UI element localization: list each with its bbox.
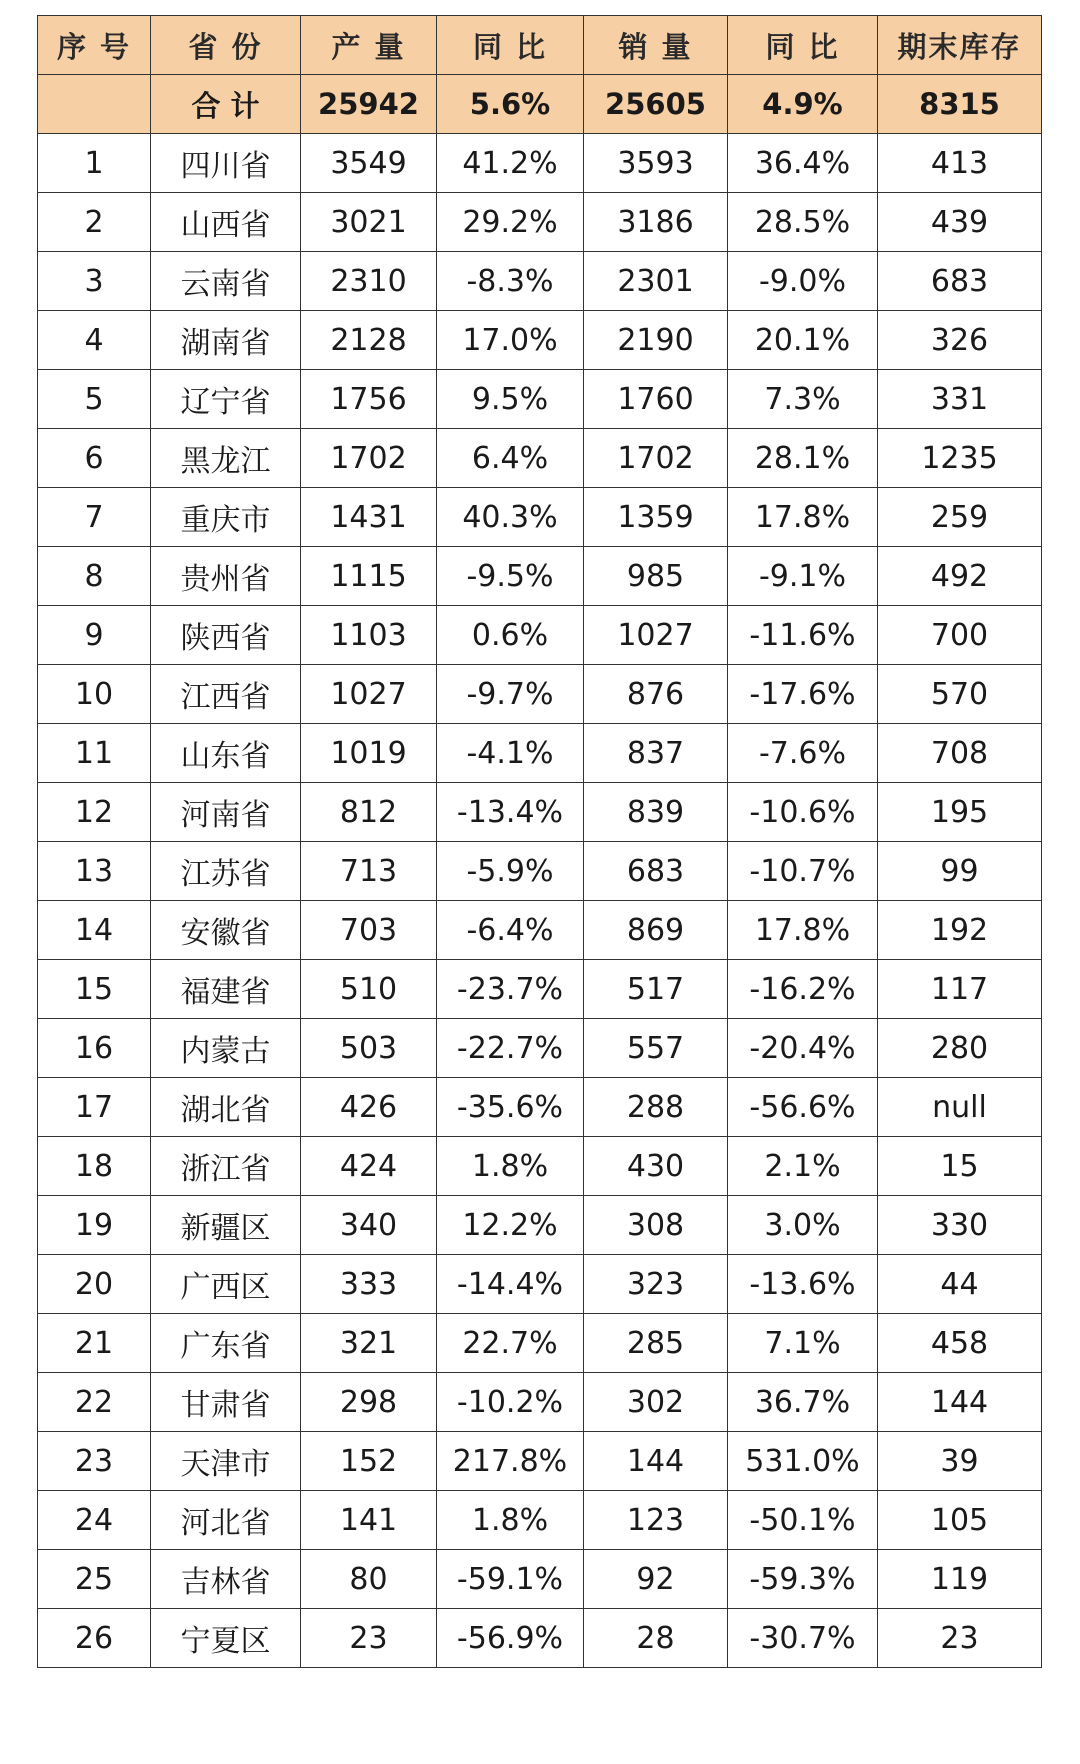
cell-index: 25 — [38, 1550, 151, 1609]
total-ending-inventory: 8315 — [878, 75, 1042, 134]
cell-sales: 517 — [584, 960, 728, 1019]
cell-ending-inventory: 195 — [878, 783, 1042, 842]
table-row — [38, 1373, 1042, 1432]
cell-index: 17 — [38, 1078, 151, 1137]
cell-sales: 430 — [584, 1137, 728, 1196]
cell-sales: 123 — [584, 1491, 728, 1550]
cell-sales-yoy: -16.2% — [728, 960, 878, 1019]
cell-sales: 2301 — [584, 252, 728, 311]
cell-index: 14 — [38, 901, 151, 960]
cell-production-yoy: -14.4% — [437, 1255, 584, 1314]
cell-production-yoy: 29.2% — [437, 193, 584, 252]
cell-production-yoy: 9.5% — [437, 370, 584, 429]
cell-ending-inventory: 44 — [878, 1255, 1042, 1314]
cell-ending-inventory: 192 — [878, 901, 1042, 960]
cell-index: 4 — [38, 311, 151, 370]
cell-sales-yoy: -13.6% — [728, 1255, 878, 1314]
total-label: 合 计 — [151, 75, 301, 134]
cell-sales: 323 — [584, 1255, 728, 1314]
cell-production-yoy: -59.1% — [437, 1550, 584, 1609]
cell-sales-yoy: -17.6% — [728, 665, 878, 724]
cell-province: 河北省 — [151, 1491, 301, 1550]
header-production-yoy: 同 比 — [437, 16, 584, 75]
cell-ending-inventory: 570 — [878, 665, 1042, 724]
table-row — [38, 1019, 1042, 1078]
cell-sales: 3593 — [584, 134, 728, 193]
cell-index: 20 — [38, 1255, 151, 1314]
cell-sales-yoy: -9.1% — [728, 547, 878, 606]
cell-sales-yoy: 7.3% — [728, 370, 878, 429]
cell-province: 安徽省 — [151, 901, 301, 960]
cell-production-yoy: 22.7% — [437, 1314, 584, 1373]
table-row — [38, 1314, 1042, 1373]
cell-index: 5 — [38, 370, 151, 429]
table-row — [38, 783, 1042, 842]
cell-sales-yoy: 20.1% — [728, 311, 878, 370]
cell-sales: 1359 — [584, 488, 728, 547]
cell-sales: 839 — [584, 783, 728, 842]
cell-production-yoy: 41.2% — [437, 134, 584, 193]
cell-production-yoy: -9.5% — [437, 547, 584, 606]
cell-production-yoy: -35.6% — [437, 1078, 584, 1137]
cell-index: 13 — [38, 842, 151, 901]
cell-production: 510 — [301, 960, 437, 1019]
cell-sales-yoy: -56.6% — [728, 1078, 878, 1137]
cell-index: 9 — [38, 606, 151, 665]
header-province: 省 份 — [151, 16, 301, 75]
cell-ending-inventory: 700 — [878, 606, 1042, 665]
cell-province: 江西省 — [151, 665, 301, 724]
cell-production-yoy: 217.8% — [437, 1432, 584, 1491]
cell-sales: 1702 — [584, 429, 728, 488]
cell-province: 江苏省 — [151, 842, 301, 901]
cell-index: 11 — [38, 724, 151, 783]
cell-index: 7 — [38, 488, 151, 547]
cell-ending-inventory: 39 — [878, 1432, 1042, 1491]
cell-sales-yoy: 17.8% — [728, 901, 878, 960]
cell-sales: 28 — [584, 1609, 728, 1668]
cell-production: 23 — [301, 1609, 437, 1668]
cell-production: 1027 — [301, 665, 437, 724]
header-production: 产 量 — [301, 16, 437, 75]
table-body — [38, 134, 1042, 1668]
cell-production: 141 — [301, 1491, 437, 1550]
cell-province: 河南省 — [151, 783, 301, 842]
cell-sales-yoy: 531.0% — [728, 1432, 878, 1491]
cell-sales: 308 — [584, 1196, 728, 1255]
total-production-yoy: 5.6% — [437, 75, 584, 134]
cell-sales-yoy: 36.7% — [728, 1373, 878, 1432]
table-row — [38, 134, 1042, 193]
cell-production-yoy: -23.7% — [437, 960, 584, 1019]
cell-ending-inventory: 1235 — [878, 429, 1042, 488]
cell-ending-inventory: 708 — [878, 724, 1042, 783]
cell-ending-inventory: 99 — [878, 842, 1042, 901]
cell-province: 四川省 — [151, 134, 301, 193]
cell-ending-inventory: 330 — [878, 1196, 1042, 1255]
table-row — [38, 1196, 1042, 1255]
cell-production-yoy: 0.6% — [437, 606, 584, 665]
table-header-row — [38, 16, 1042, 75]
header-index: 序 号 — [38, 16, 151, 75]
cell-ending-inventory: 105 — [878, 1491, 1042, 1550]
cell-production: 80 — [301, 1550, 437, 1609]
table-row — [38, 901, 1042, 960]
cell-sales-yoy: -11.6% — [728, 606, 878, 665]
cell-index: 1 — [38, 134, 151, 193]
cell-ending-inventory: 683 — [878, 252, 1042, 311]
cell-production: 426 — [301, 1078, 437, 1137]
cell-production-yoy: -4.1% — [437, 724, 584, 783]
cell-sales-yoy: 28.1% — [728, 429, 878, 488]
cell-ending-inventory: 439 — [878, 193, 1042, 252]
table-row — [38, 1137, 1042, 1196]
table-row — [38, 960, 1042, 1019]
table-row — [38, 1078, 1042, 1137]
total-production: 25942 — [301, 75, 437, 134]
cell-production: 703 — [301, 901, 437, 960]
data-table-container — [37, 15, 1041, 1668]
cell-production-yoy: -5.9% — [437, 842, 584, 901]
cell-ending-inventory: 458 — [878, 1314, 1042, 1373]
cell-production-yoy: 12.2% — [437, 1196, 584, 1255]
cell-index: 24 — [38, 1491, 151, 1550]
table-row — [38, 1550, 1042, 1609]
cell-production-yoy: -9.7% — [437, 665, 584, 724]
table-row — [38, 665, 1042, 724]
cell-ending-inventory: 280 — [878, 1019, 1042, 1078]
table-row — [38, 488, 1042, 547]
cell-production: 3021 — [301, 193, 437, 252]
cell-production: 1756 — [301, 370, 437, 429]
cell-sales-yoy: 36.4% — [728, 134, 878, 193]
cell-sales-yoy: 7.1% — [728, 1314, 878, 1373]
cell-production-yoy: 17.0% — [437, 311, 584, 370]
cell-sales: 1760 — [584, 370, 728, 429]
cell-province: 天津市 — [151, 1432, 301, 1491]
cell-production: 3549 — [301, 134, 437, 193]
cell-province: 甘肃省 — [151, 1373, 301, 1432]
cell-sales-yoy: 17.8% — [728, 488, 878, 547]
cell-production-yoy: -13.4% — [437, 783, 584, 842]
cell-province: 湖北省 — [151, 1078, 301, 1137]
cell-index: 3 — [38, 252, 151, 311]
cell-sales: 683 — [584, 842, 728, 901]
cell-sales: 302 — [584, 1373, 728, 1432]
cell-province: 陕西省 — [151, 606, 301, 665]
cell-province: 内蒙古 — [151, 1019, 301, 1078]
table-row — [38, 1491, 1042, 1550]
cell-production: 2128 — [301, 311, 437, 370]
table-row — [38, 842, 1042, 901]
cell-production: 1019 — [301, 724, 437, 783]
cell-index: 8 — [38, 547, 151, 606]
cell-ending-inventory: 326 — [878, 311, 1042, 370]
table-row — [38, 193, 1042, 252]
cell-production: 812 — [301, 783, 437, 842]
cell-sales-yoy: -7.6% — [728, 724, 878, 783]
total-sales: 25605 — [584, 75, 728, 134]
cell-production: 298 — [301, 1373, 437, 1432]
table-row — [38, 724, 1042, 783]
cell-index: 19 — [38, 1196, 151, 1255]
cell-sales: 144 — [584, 1432, 728, 1491]
cell-sales: 1027 — [584, 606, 728, 665]
cell-index: 6 — [38, 429, 151, 488]
cell-production: 2310 — [301, 252, 437, 311]
cell-production-yoy: 1.8% — [437, 1491, 584, 1550]
cell-index: 22 — [38, 1373, 151, 1432]
cell-sales-yoy: 28.5% — [728, 193, 878, 252]
cell-production-yoy: 6.4% — [437, 429, 584, 488]
cell-sales-yoy: -10.7% — [728, 842, 878, 901]
cell-index: 12 — [38, 783, 151, 842]
cell-province: 浙江省 — [151, 1137, 301, 1196]
cell-production-yoy: -56.9% — [437, 1609, 584, 1668]
cell-province: 吉林省 — [151, 1550, 301, 1609]
table-row — [38, 1432, 1042, 1491]
table-row — [38, 547, 1042, 606]
cell-ending-inventory: 117 — [878, 960, 1042, 1019]
cell-index: 23 — [38, 1432, 151, 1491]
table-total-row — [38, 75, 1042, 134]
cell-sales: 837 — [584, 724, 728, 783]
table-row — [38, 1255, 1042, 1314]
cell-production: 321 — [301, 1314, 437, 1373]
cell-province: 新疆区 — [151, 1196, 301, 1255]
cell-index: 21 — [38, 1314, 151, 1373]
cell-production: 152 — [301, 1432, 437, 1491]
cell-sales: 557 — [584, 1019, 728, 1078]
cell-ending-inventory: 492 — [878, 547, 1042, 606]
cell-index: 18 — [38, 1137, 151, 1196]
cell-ending-inventory: 23 — [878, 1609, 1042, 1668]
cell-production: 713 — [301, 842, 437, 901]
cell-production-yoy: -10.2% — [437, 1373, 584, 1432]
cell-sales: 92 — [584, 1550, 728, 1609]
cell-sales: 869 — [584, 901, 728, 960]
table-row — [38, 429, 1042, 488]
cell-production: 1103 — [301, 606, 437, 665]
cell-sales-yoy: -20.4% — [728, 1019, 878, 1078]
cell-province: 广西区 — [151, 1255, 301, 1314]
cell-ending-inventory: null — [878, 1078, 1042, 1137]
cell-production: 333 — [301, 1255, 437, 1314]
cell-sales: 288 — [584, 1078, 728, 1137]
cell-production: 1702 — [301, 429, 437, 488]
cell-ending-inventory: 119 — [878, 1550, 1042, 1609]
cell-ending-inventory: 144 — [878, 1373, 1042, 1432]
cell-index: 10 — [38, 665, 151, 724]
cell-province: 山东省 — [151, 724, 301, 783]
cell-province: 贵州省 — [151, 547, 301, 606]
cell-province: 湖南省 — [151, 311, 301, 370]
cell-index: 2 — [38, 193, 151, 252]
cell-production-yoy: -6.4% — [437, 901, 584, 960]
cell-province: 山西省 — [151, 193, 301, 252]
cell-index: 26 — [38, 1609, 151, 1668]
cell-sales-yoy: 3.0% — [728, 1196, 878, 1255]
cell-production: 340 — [301, 1196, 437, 1255]
cell-production-yoy: 1.8% — [437, 1137, 584, 1196]
cell-sales: 985 — [584, 547, 728, 606]
cell-sales-yoy: 2.1% — [728, 1137, 878, 1196]
cell-index: 15 — [38, 960, 151, 1019]
header-sales-yoy: 同 比 — [728, 16, 878, 75]
header-sales: 销 量 — [584, 16, 728, 75]
cell-sales-yoy: -50.1% — [728, 1491, 878, 1550]
table-row — [38, 1609, 1042, 1668]
cell-production: 1431 — [301, 488, 437, 547]
cell-province: 重庆市 — [151, 488, 301, 547]
total-sales-yoy: 4.9% — [728, 75, 878, 134]
table-row — [38, 252, 1042, 311]
cell-production-yoy: 40.3% — [437, 488, 584, 547]
cell-sales: 3186 — [584, 193, 728, 252]
table-row — [38, 606, 1042, 665]
cell-sales: 2190 — [584, 311, 728, 370]
cell-province: 宁夏区 — [151, 1609, 301, 1668]
cell-production-yoy: -8.3% — [437, 252, 584, 311]
cell-province: 广东省 — [151, 1314, 301, 1373]
cell-sales: 285 — [584, 1314, 728, 1373]
cell-production: 1115 — [301, 547, 437, 606]
province-data-table — [37, 15, 1042, 1668]
cell-production: 503 — [301, 1019, 437, 1078]
cell-sales-yoy: -9.0% — [728, 252, 878, 311]
cell-province: 黑龙江 — [151, 429, 301, 488]
cell-production-yoy: -22.7% — [437, 1019, 584, 1078]
cell-province: 福建省 — [151, 960, 301, 1019]
cell-ending-inventory: 15 — [878, 1137, 1042, 1196]
cell-province: 辽宁省 — [151, 370, 301, 429]
total-index — [38, 75, 151, 134]
cell-production: 424 — [301, 1137, 437, 1196]
cell-province: 云南省 — [151, 252, 301, 311]
table-row — [38, 370, 1042, 429]
cell-ending-inventory: 331 — [878, 370, 1042, 429]
cell-ending-inventory: 413 — [878, 134, 1042, 193]
cell-ending-inventory: 259 — [878, 488, 1042, 547]
table-row — [38, 311, 1042, 370]
header-ending-inventory: 期末库存 — [878, 16, 1042, 75]
cell-sales-yoy: -59.3% — [728, 1550, 878, 1609]
cell-sales: 876 — [584, 665, 728, 724]
cell-index: 16 — [38, 1019, 151, 1078]
cell-sales-yoy: -10.6% — [728, 783, 878, 842]
cell-sales-yoy: -30.7% — [728, 1609, 878, 1668]
